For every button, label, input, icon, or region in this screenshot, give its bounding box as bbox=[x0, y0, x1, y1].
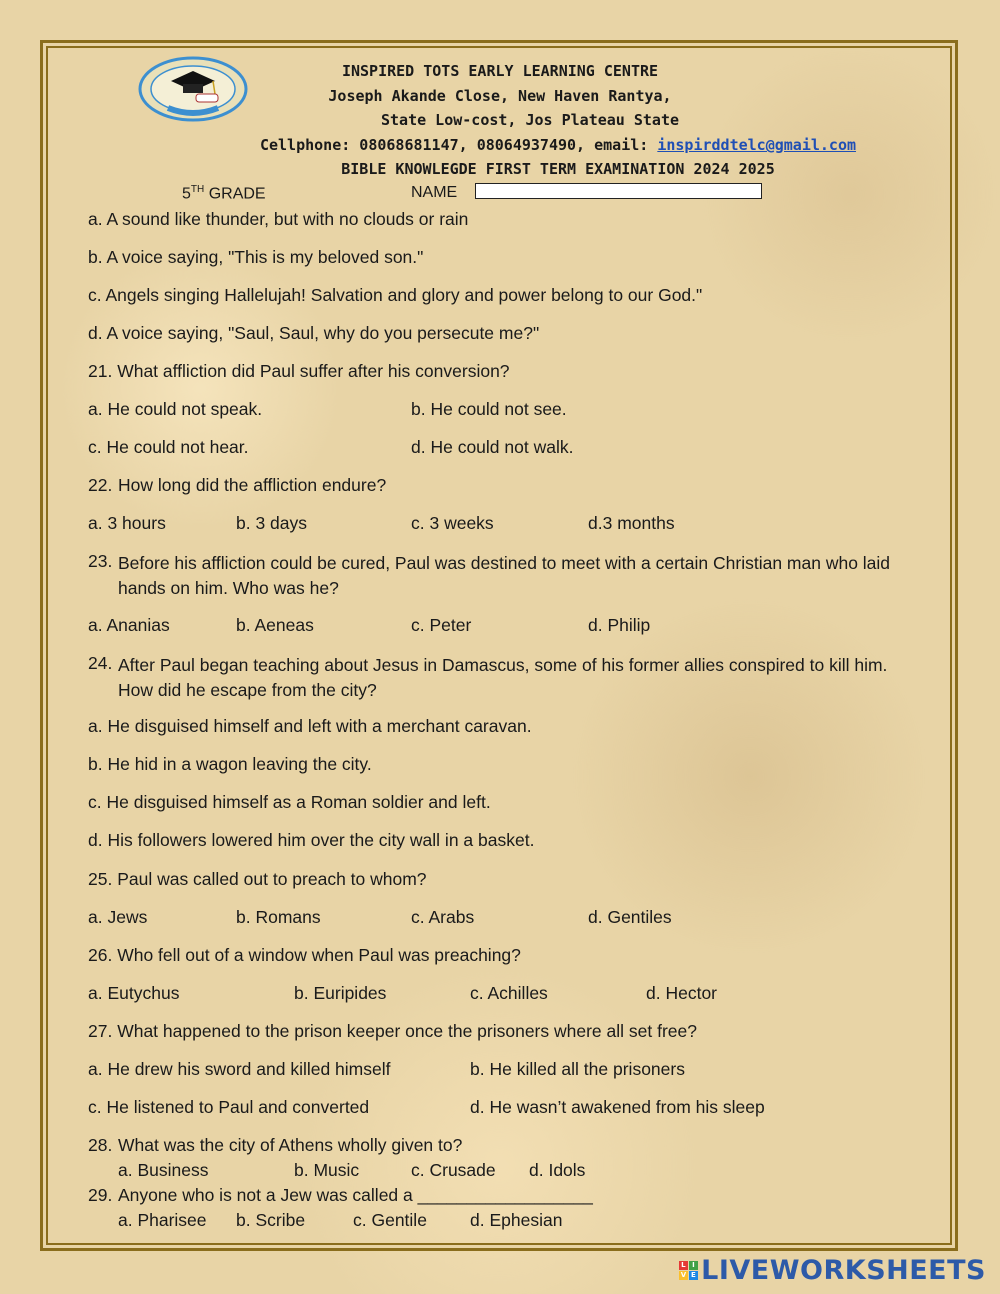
question-24: After Paul began teaching about Jesus in Damascus, some of his former allies conspired to kill him. How did he escape from the city? bbox=[118, 655, 888, 700]
option: d. Ephesian bbox=[470, 1210, 563, 1230]
option: d. He could not walk. bbox=[411, 437, 574, 457]
option: c. He listened to Paul and converted bbox=[88, 1097, 370, 1117]
question-22-number: 22. bbox=[88, 475, 113, 495]
option: d. Idols bbox=[529, 1160, 586, 1180]
option: c. 3 weeks bbox=[411, 513, 494, 533]
option-line: d. A voice saying, "Saul, Saul, why do you persecute me?" bbox=[88, 323, 540, 343]
option-line: a. A sound like thunder, but with no clouds or rain bbox=[88, 209, 469, 229]
question-23: Before his affliction could be cured, Paul was destined to meet with a certain Christian man who laid hands on him. Who was he? bbox=[118, 553, 891, 598]
option: b. He hid in a wagon leaving the city. bbox=[88, 754, 372, 774]
option: a. He drew his sword and killed himself bbox=[88, 1059, 391, 1079]
question-29: Anyone who is not a Jew was called a __________________ bbox=[118, 1185, 593, 1205]
option: c. Arabs bbox=[411, 907, 475, 927]
option: b. Music bbox=[294, 1160, 360, 1180]
option: c. Peter bbox=[411, 615, 472, 635]
address-line-2: State Low-cost, Jos Plateau State bbox=[380, 111, 679, 129]
option: d.3 months bbox=[588, 513, 675, 533]
option: c. Gentile bbox=[353, 1210, 427, 1230]
option: c. Crusade bbox=[411, 1160, 496, 1180]
liveworksheets-brand[interactable] bbox=[679, 1255, 986, 1285]
option: d. Hector bbox=[646, 983, 717, 1003]
option: d. His followers lowered him over the city wall in a basket. bbox=[88, 830, 535, 850]
contact-prefix: Cellphone: 08068681147, 08064937490, email: bbox=[259, 136, 658, 154]
school-name: INSPIRED TOTS EARLY LEARNING CENTRE bbox=[341, 62, 659, 80]
option: a. Ananias bbox=[88, 615, 170, 635]
contact-line bbox=[58, 136, 1000, 154]
option: b. Romans bbox=[236, 907, 321, 927]
question-26: 26. Who fell out of a window when Paul was preaching? bbox=[88, 945, 521, 965]
option: a. He disguised himself and left with a merchant caravan. bbox=[88, 716, 532, 736]
name-label: NAME bbox=[411, 184, 458, 201]
option: b. Scribe bbox=[236, 1210, 306, 1230]
email-link[interactable]: inspirddtelc@gmail.com bbox=[657, 136, 857, 154]
option: d. He wasn’t awakened from his sleep bbox=[470, 1097, 765, 1117]
question-27: 27. What happened to the prison keeper once the prisoners where all set free? bbox=[88, 1021, 697, 1041]
brand-text: LIVEWORKSHEETS bbox=[701, 1254, 986, 1286]
liveworksheets-logo-icon: L I V E bbox=[680, 1260, 697, 1279]
question-25: 25. Paul was called out to preach to whom? bbox=[88, 869, 427, 889]
option: c. He could not hear. bbox=[88, 437, 249, 457]
option: d. Philip bbox=[588, 615, 651, 635]
option: a. Business bbox=[118, 1160, 209, 1180]
question-29-number: 29. bbox=[88, 1185, 113, 1205]
question-22: How long did the affliction endure? bbox=[118, 475, 387, 495]
grade-label: 5TH GRADE bbox=[182, 184, 266, 203]
address-line-1: Joseph Akande Close, New Haven Rantya, bbox=[328, 87, 672, 105]
option: a. Eutychus bbox=[88, 983, 180, 1003]
option: a. He could not speak. bbox=[88, 399, 263, 419]
option: c. Achilles bbox=[470, 983, 548, 1003]
question-28: What was the city of Athens wholly given to? bbox=[118, 1135, 463, 1155]
name-input[interactable] bbox=[475, 183, 762, 199]
option: b. Euripides bbox=[294, 983, 387, 1003]
option: a. Jews bbox=[88, 907, 148, 927]
option: c. He disguised himself as a Roman soldier and left. bbox=[88, 792, 491, 812]
question-21: 21. What affliction did Paul suffer after his conversion? bbox=[88, 361, 510, 381]
option: d. Gentiles bbox=[588, 907, 672, 927]
option: a. 3 hours bbox=[88, 513, 166, 533]
option: b. He killed all the prisoners bbox=[470, 1059, 685, 1079]
option: b. Aeneas bbox=[236, 615, 314, 635]
option: a. Pharisee bbox=[118, 1210, 207, 1230]
option-line: b. A voice saying, "This is my beloved son." bbox=[88, 247, 424, 267]
exam-title: BIBLE KNOWLEGDE FIRST TERM EXAMINATION 2024 2025 bbox=[341, 160, 775, 178]
option-line: c. Angels singing Hallelujah! Salvation and glory and power belong to our God." bbox=[88, 285, 703, 305]
question-28-number: 28. bbox=[88, 1135, 113, 1155]
question-23-number: 23. bbox=[88, 551, 113, 571]
option: b. 3 days bbox=[236, 513, 308, 533]
option: b. He could not see. bbox=[411, 399, 567, 419]
question-24-number: 24. bbox=[88, 653, 113, 673]
